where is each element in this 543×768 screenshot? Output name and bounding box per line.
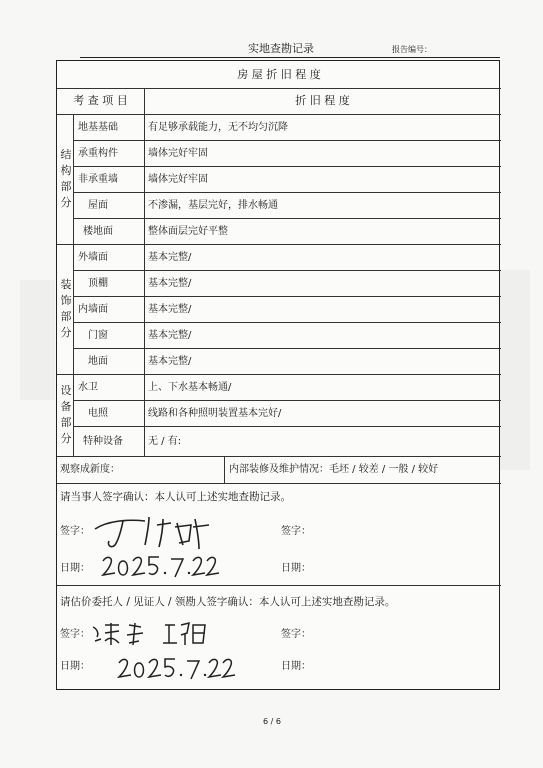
row-value: 线路和各种照明装置基本完好/ bbox=[148, 408, 282, 419]
column-header-degree: 折 旧 程 度 bbox=[295, 94, 350, 107]
row-value: 有足够承载能力，无不均匀沉降 bbox=[148, 122, 288, 133]
table-rule bbox=[73, 140, 501, 141]
table-rule bbox=[73, 192, 501, 193]
row-item: 屋面 bbox=[88, 200, 108, 211]
handwritten-signature bbox=[89, 619, 209, 649]
row-item: 地基基础 bbox=[78, 122, 118, 133]
newness-label: 观察成新度： bbox=[60, 464, 120, 475]
row-item: 外墙面 bbox=[78, 252, 108, 263]
party-statement: 请当事人签字确认：本人认可上述实地查勘记录。 bbox=[60, 491, 291, 503]
handwritten-date bbox=[117, 651, 237, 681]
row-value: 基本完整/ bbox=[148, 252, 192, 263]
table-rule bbox=[73, 400, 501, 401]
row-item: 水卫 bbox=[78, 382, 98, 393]
table-rule bbox=[57, 456, 501, 457]
record-table bbox=[56, 60, 500, 690]
row-item: 非承重墙 bbox=[78, 174, 118, 185]
table-rule bbox=[57, 374, 501, 375]
table-rule bbox=[144, 88, 145, 456]
table-rule bbox=[73, 166, 501, 167]
table-rule bbox=[73, 296, 501, 297]
page-title: 实地查勘记录 bbox=[248, 42, 314, 55]
table-title: 房 屋 折 旧 程 度 bbox=[237, 68, 321, 81]
row-value: 整体面层完好平整 bbox=[148, 226, 228, 237]
page-number: 6 / 6 bbox=[263, 717, 281, 726]
group-label-equipment: 设备部分 bbox=[60, 384, 72, 445]
table-rule bbox=[73, 426, 501, 427]
row-item: 楼地面 bbox=[83, 226, 113, 237]
header-rule bbox=[80, 57, 500, 58]
row-value: 不渗漏，基层完好，排水畅通 bbox=[148, 200, 278, 211]
table-rule bbox=[57, 114, 501, 115]
group-label-structure: 结构部分 bbox=[60, 148, 72, 209]
row-value: 基本完整/ bbox=[148, 278, 192, 289]
row-value: 基本完整/ bbox=[148, 356, 192, 367]
table-rule bbox=[73, 114, 74, 456]
date-label-right: 日期： bbox=[281, 661, 311, 672]
row-value: 无 / 有: bbox=[148, 436, 182, 447]
date-label-right: 日期： bbox=[281, 563, 311, 574]
table-rule bbox=[57, 483, 501, 484]
row-value: 基本完整/ bbox=[148, 304, 192, 315]
group-label-decoration: 装饰部分 bbox=[60, 278, 72, 339]
decoration-condition-label: 内部装修及维护情况：毛坯 / 较差 / 一般 / 较好 bbox=[229, 464, 439, 475]
sign-label-right: 签字： bbox=[281, 526, 311, 537]
date-label: 日期： bbox=[60, 661, 90, 672]
row-item: 顶棚 bbox=[88, 278, 108, 289]
row-item: 门窗 bbox=[88, 330, 108, 341]
row-value: 墙体完好牢固 bbox=[148, 148, 208, 159]
client-statement: 请估价委托人 / 见证人 / 领勘人签字确认：本人认可上述实地查勘记录。 bbox=[60, 596, 396, 608]
table-rule bbox=[73, 348, 501, 349]
table-rule bbox=[224, 456, 225, 483]
bleed-through bbox=[500, 270, 530, 470]
report-number-label: 报告编号： bbox=[392, 45, 432, 54]
sign-label: 签字： bbox=[60, 526, 90, 537]
row-item: 内墙面 bbox=[78, 304, 108, 315]
table-rule bbox=[57, 585, 501, 586]
column-header-item: 考 查 项 目 bbox=[73, 94, 128, 107]
row-item: 地面 bbox=[88, 356, 108, 367]
table-rule bbox=[57, 88, 501, 89]
row-item: 电照 bbox=[88, 408, 108, 419]
row-value: 基本完整/ bbox=[148, 330, 192, 341]
row-item: 特种设备 bbox=[83, 436, 123, 447]
handwritten-date bbox=[101, 551, 221, 579]
date-label: 日期： bbox=[60, 563, 90, 574]
row-value: 墙体完好牢固 bbox=[148, 174, 208, 185]
sign-label-right: 签字： bbox=[281, 629, 311, 640]
sign-label: 签字： bbox=[60, 629, 90, 640]
bleed-through bbox=[20, 280, 55, 400]
table-rule bbox=[57, 244, 501, 245]
table-rule bbox=[73, 270, 501, 271]
row-item: 承重构件 bbox=[78, 148, 118, 159]
handwritten-signature bbox=[87, 511, 217, 551]
row-value: 上、下水基本畅通/ bbox=[148, 382, 232, 393]
table-rule bbox=[73, 322, 501, 323]
table-rule bbox=[73, 218, 501, 219]
